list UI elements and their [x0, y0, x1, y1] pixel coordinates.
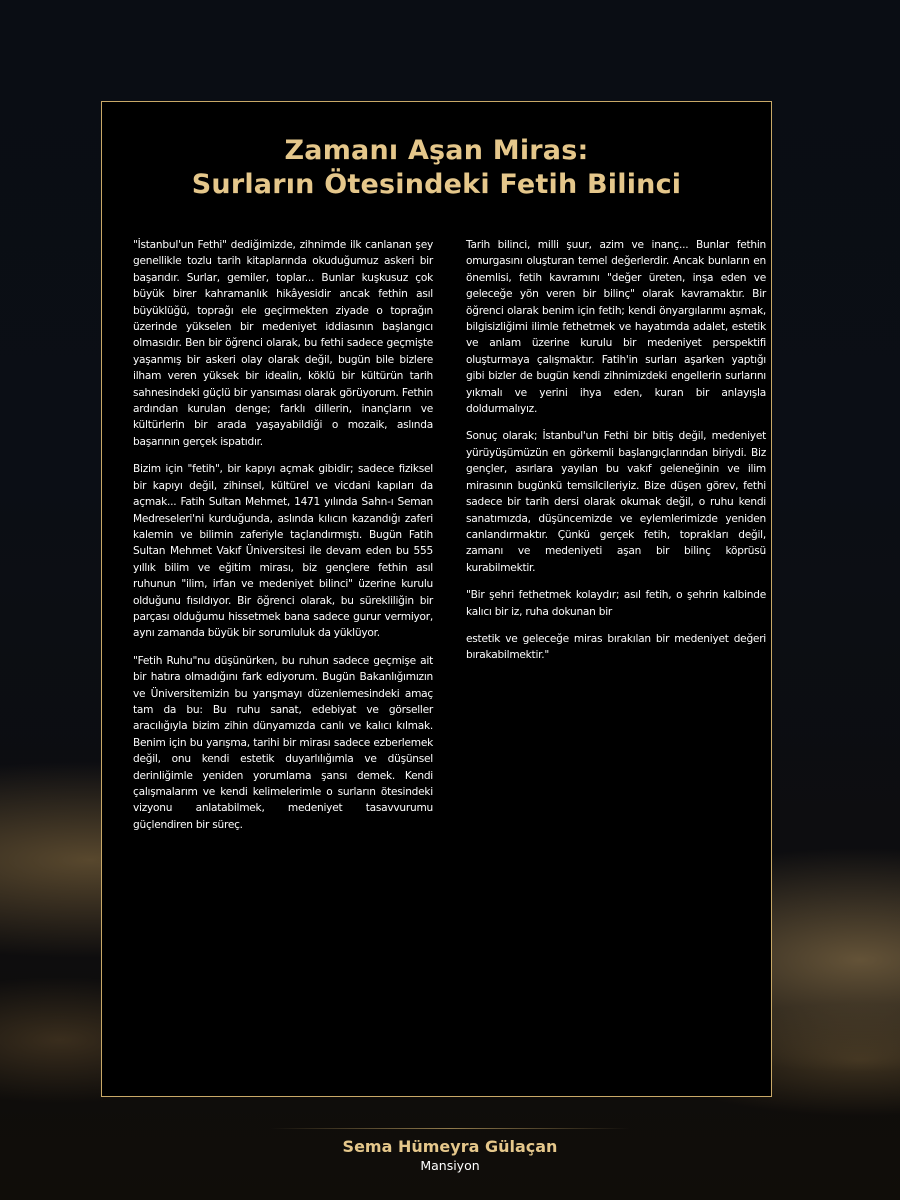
article-panel [101, 101, 772, 1097]
right-column [466, 237, 766, 675]
paragraph: "İstanbul'un Fethi" dediğimizde, zihnimde ilk canlanan şey genellikle tozlu tarih kitaplarında okuduğumuz askeri bir başarıdır. Surlar, gemiler, toplar... Bunlar kuşkusuz çok büyük birer kahramanlık hikâyesidir ancak fethin asıl büyüklüğü, toprağı ele geçirmekten ziyade o toprağın üzerinde yükselen bir medeniyet iddiasının başlangıcı olmasıdır. Ben bir öğrenci olarak, bu fethi sadece geçmişte yaşanmış bir askeri olay olarak değil, bugün bile bizlere ilham veren yüksek bir idealin, köklü bir kültürün tarih sahnesindeki güçlü bir yansıması olarak görüyorum. Fethin ardından kurulan denge; farklı dillerin, inançların ve kültürlerin bir arada yaşayabildiği o mozaik, aslında başarının gerçek ispatıdır. [133, 239, 433, 448]
paragraph: Tarih bilinci, milli şuur, azim ve inanç... Bunlar fethin omurgasını oluşturan temel değerlerdir. Ancak bunların en önemlisi, fetih kavramını "değer üreten, inşa eden ve geleceğe yön veren bir bilinç" olarak kavramaktır. Bir öğrenci olarak benim için fetih; kendi önyargılarımı aşmak, bilgisizliğimi ilimle fethetmek ve hayatımda adalet, estetik ve anlam üzerine kurulu bir medeniyet perspektifi oluşturmaya çalışmaktır. Fatih'in surları aşarken yaptığı gibi bizler de bugün kendi zihnimizdeki engellerin surlarını yıkmalı ve yerini ihya eden, kuran bir anlayışla doldurmalıyız. [466, 239, 766, 416]
quote-paragraph-continued: estetik ve geleceğe miras bırakılan bir medeniyet değeri bırakabilmektir." [466, 632, 766, 662]
paragraph: Sonuç olarak; İstanbul'un Fethi bir bitiş değil, medeniyet yürüyüşümüzün en görkemli başlangıçlarından biriydi. Biz gençler, asırlara yayılan bu vakıf geleneğinin ve ilim mirasının bugünkü temsilcileriyiz. Bize düşen görev, fethi sadece bir tarih dersi olarak okumak değil, o ruhu kendi sanatımızda, düşüncemizde ve eylemlerimizde yeniden canlandırmaktır. Çünkü gerçek fetih, toprakları değil, zamanı ve medeniyeti aşan bir bilinç köprüsü kurabilmektir. [466, 430, 766, 574]
paragraph: "Fetih Ruhu"nu düşünürken, bu ruhun sadece geçmişe ait bir hatıra olmadığını fark ediyorum. Bugün Bakanlığımızın ve Üniversitemizin bu yarışmayı düzenlemesindeki amaç tam da bu: Bu ruhu sanat, edebiyat ve görseller aracılığıyla bizim zihin dünyamızda canlı ve kalıcı kılmak. Benim için bu yarışma, tarihi bir mirası sadece ezberlemek değil, onu kendi estetik duyarlılığımla ve düşünsel derinliğimle yeniden yorumlama şansı demek. Kendi çalışmalarım ve kendi kelimelerimle o surların ötesindeki vizyonu anlatabilmek, medeniyet tasavvurumu güçlendiren bir süreç. [133, 654, 433, 831]
left-column [133, 237, 433, 844]
author-name: Sema Hümeyra Gülaçan [342, 1137, 558, 1156]
award-label: Mansiyon [420, 1158, 480, 1173]
article-title [102, 134, 771, 202]
title-line-2: Surların Ötesindeki Fetih Bilinci [191, 169, 682, 200]
signature-divider [270, 1128, 630, 1129]
quote-paragraph: "Bir şehri fethetmek kolaydır; asıl fetih, o şehrin kalbinde kalıcı bir iz, ruha dokunan bir [466, 589, 766, 618]
paragraph: Bizim için "fetih", bir kapıyı açmak gibidir; sadece fiziksel bir kapıyı değil, zihinsel, kültürel ve vicdani kapıları da açmak... Fatih Sultan Mehmet, 1471 yılında Sahn-ı Seman Medreseleri'ni kurduğunda, aslında kılıcın kazandığı zaferi kalemin ve bilimin zaferiyle taçlandırmıştı. Bugün Fatih Sultan Mehmet Vakıf Üniversitesi ile devam eden bu 555 yıllık bilim ve eğitim mirası, biz gençlere fethin asıl ruhunun "ilim, irfan ve medeniyet bilinci" üzerine kurulu olduğunu fısıldıyor. Bir öğrenci olarak, bu sürekliliğin bir parçası olduğumu hissetmek bana sadece gurur vermiyor, aynı zamanda büyük bir sorumluluk da yüklüyor. [133, 463, 433, 640]
author-signature [0, 1128, 900, 1174]
title-line-1: Zamanı Aşan Miras: [284, 135, 589, 166]
